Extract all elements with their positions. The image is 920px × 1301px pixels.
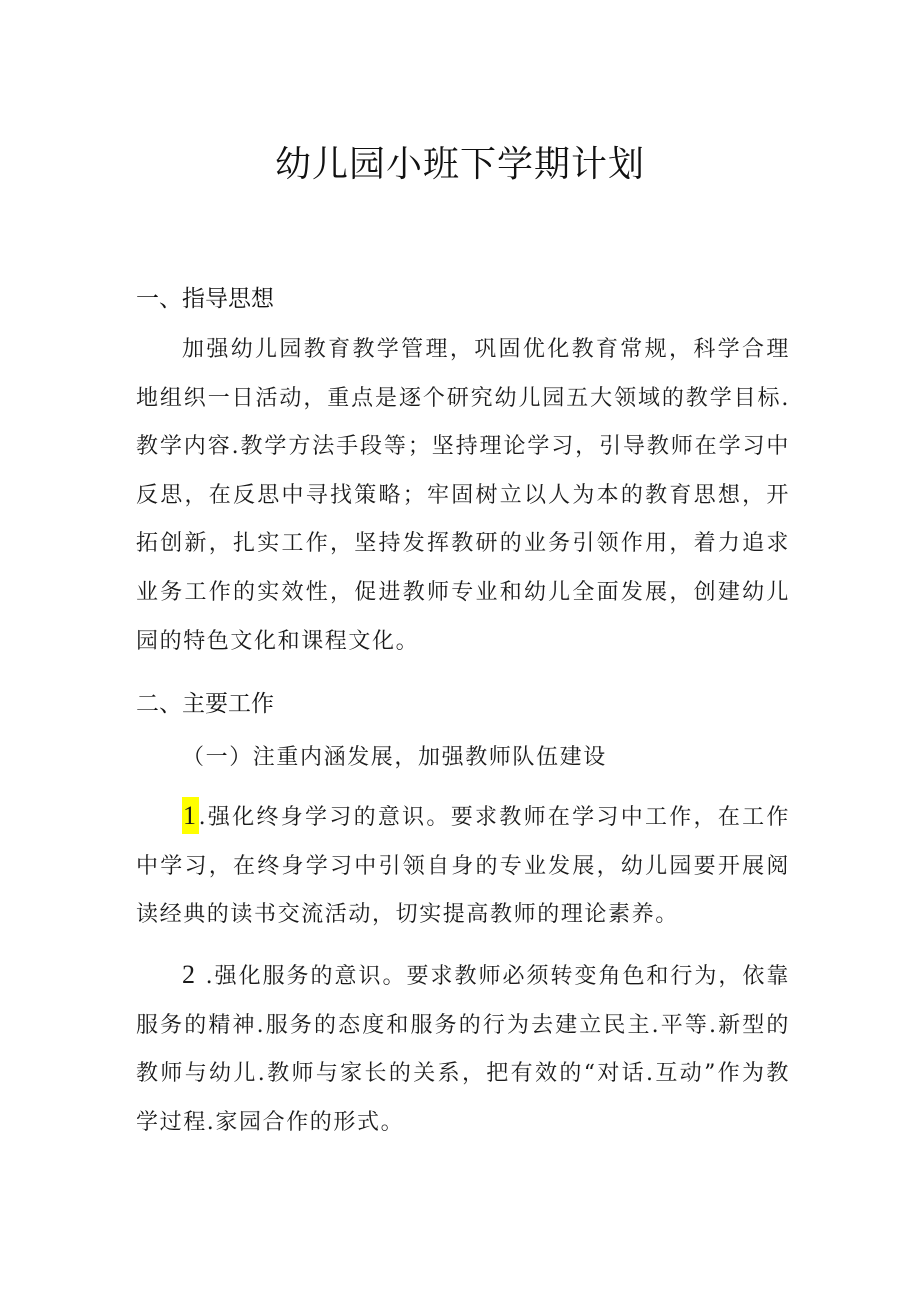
subsection-heading-teacher-team: （一）注重内涵发展，加强教师队伍建设 xyxy=(182,745,607,770)
section-paragraph-guiding-thought: 加强幼儿园教育教学管理，巩固优化教育常规，科学合理地组织一日活动，重点是逐个研究幼儿园五大领域的教学目标.教学内容.教学方法手段等；坚持理论学习，引导教师在学习中反思，在反思中寻找策略；牢固树立以人为本的教育思想，开拓创新，扎实工作，坚持发挥教研的业务引领作用，着力追求业务工作的实效性，促进教师专业和幼儿全面发展，创建幼儿园的特色文化和课程文化。 xyxy=(136,337,790,654)
section-heading-main-work: 二、主要工作 xyxy=(136,691,274,717)
item-text: .强化服务的意识。要求教师必须转变角色和行为，依靠服务的精神.服务的态度和服务的行为去建立民主.平等.新型的教师与幼儿.教师与家长的关系，把有效的“对话.互动”作为教学过程.家园合作的形式。 xyxy=(136,964,790,1135)
section-heading-guiding-thought: 一、指导思想 xyxy=(136,286,274,312)
item-text: .强化终身学习的意识。要求教师在学习中工作，在工作中学习，在终身学习中引领自身的专业发展，幼儿园要开展阅读经典的读书交流活动，切实提高教师的理论素养。 xyxy=(136,805,790,928)
list-item-lifelong-learning xyxy=(136,792,790,940)
list-item-service-awareness xyxy=(136,951,790,1147)
document-title: 幼儿园小班下学期计划 xyxy=(274,144,645,185)
item-number: 2 xyxy=(182,960,197,989)
item-number-highlight: 1 xyxy=(182,797,199,834)
